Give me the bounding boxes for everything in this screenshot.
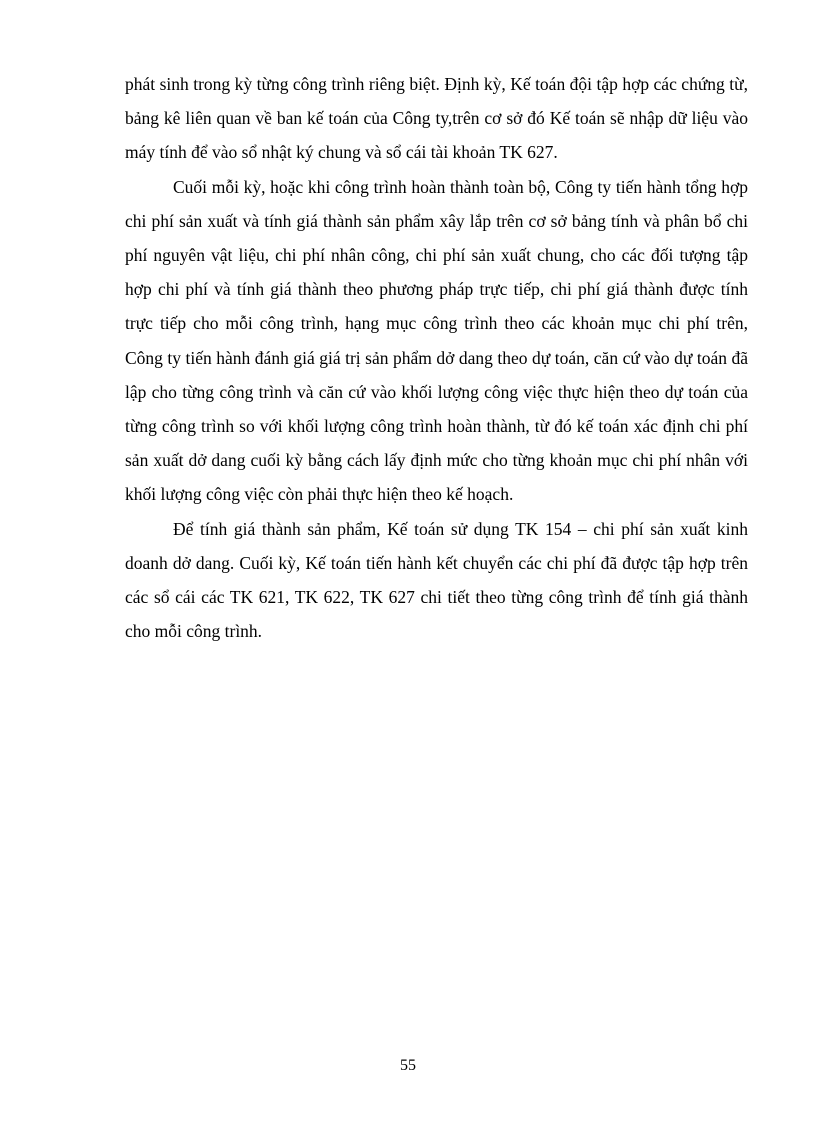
paragraph-cost-calculation: Để tính giá thành sản phẩm, Kế toán sử dụng TK 154 – chi phí sản xuất kinh doanh dở dang. Cuối kỳ, Kế toán tiến hành kết chuyển các chi phí đã được tập hợp trên các sổ cái các TK 621, TK 622, TK 627 chi tiết theo từng công trình để tính giá thành cho mỗi công trình. bbox=[125, 518, 748, 642]
body-text bbox=[125, 67, 748, 648]
paragraph-continuation: phát sinh trong kỳ từng công trình riêng biệt. Định kỳ, Kế toán đội tập hợp các chứng từ, bảng kê liên quan về ban kế toán của Công ty,trên cơ sở đó Kế toán sẽ nhập dữ liệu vào máy tính để vào sổ nhật ký chung và sổ cái tài khoản TK 627. bbox=[125, 74, 748, 163]
paragraph-cost-aggregation: Cuối mỗi kỳ, hoặc khi công trình hoàn thành toàn bộ, Công ty tiến hành tổng hợp chi phí sản xuất và tính giá thành sản phẩm xây lắp trên cơ sở bảng tính và phân bổ chi phí nguyên vật liệu, chi phí nhân công, chi phí sản xuất chung, cho các đối tượng tập hợp chi phí và tính giá thành theo phương pháp trực tiếp, chi phí giá thành được tính trực tiếp cho mỗi công trình, hạng mục công trình theo các khoản mục chi phí trên, Công ty tiến hành đánh giá giá trị sản phẩm dở dang theo dự toán, căn cứ vào dự toán đã lập cho từng công trình và căn cứ vào khối lượng công việc thực hiện theo dự toán của từng công trình so với khối lượng công trình hoàn thành, từ đó kế toán xác định chi phí sản xuất dở dang cuối kỳ bằng cách lấy định mức cho từng khoản mục chi phí nhân với khối lượng công việc còn phải thực hiện theo kế hoạch. bbox=[125, 176, 748, 505]
page-number: 55 bbox=[400, 1057, 416, 1074]
